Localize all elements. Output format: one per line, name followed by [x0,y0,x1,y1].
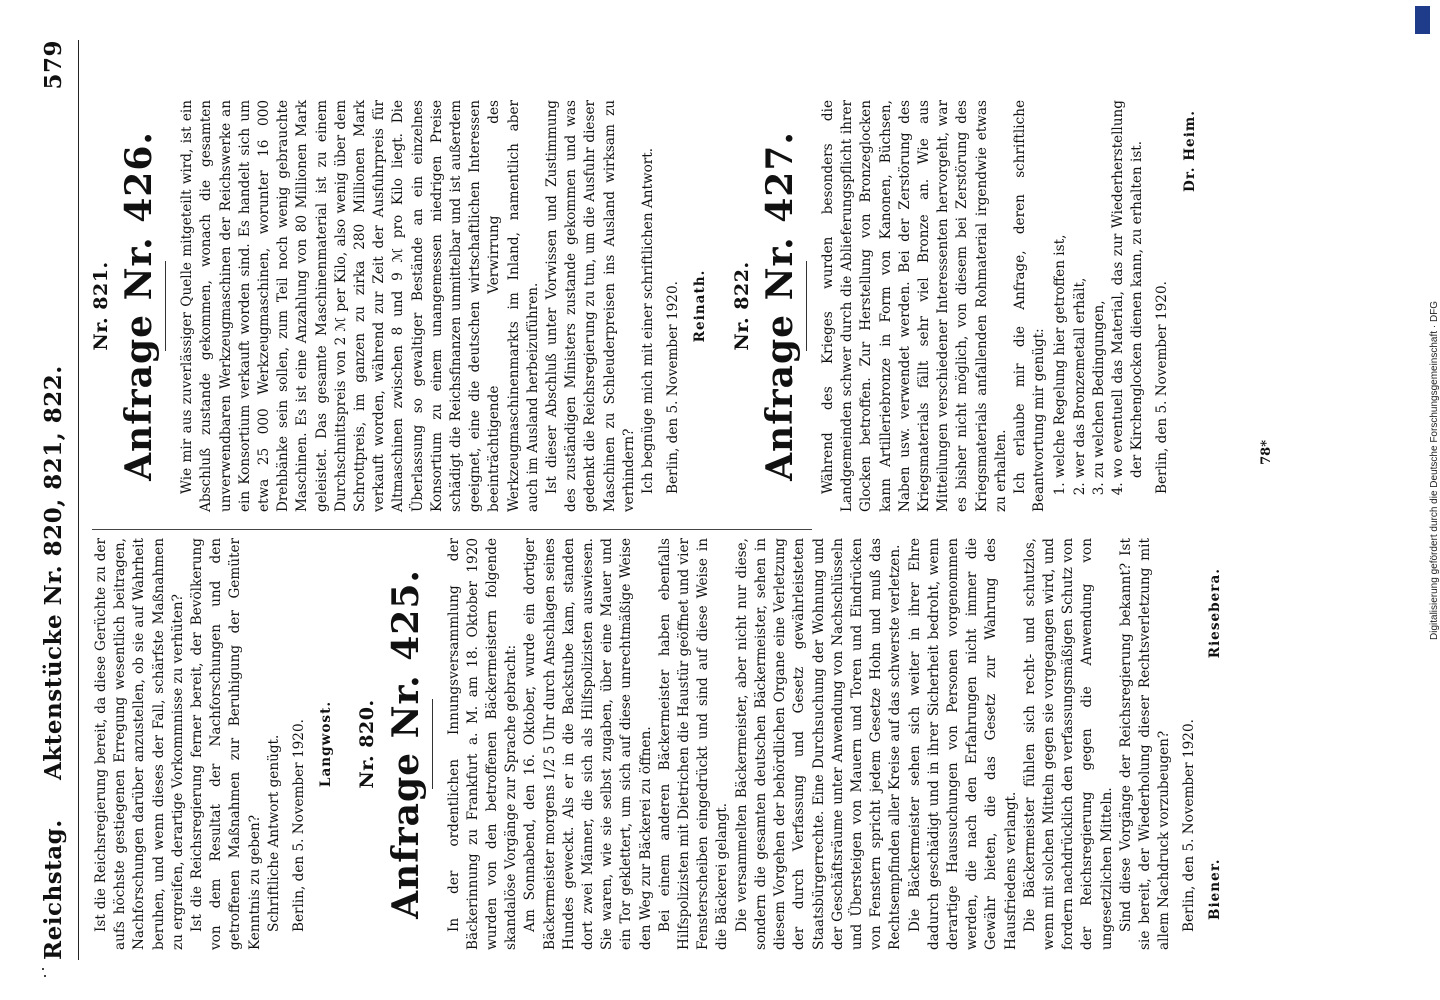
header-title: Aktenstücke Nr. 820, 821, 822. [40,365,67,780]
paragraph: Am Sonnabend, den 16. Oktober, wurde ein dortiger Bäckermeister morgens 1/2 5 Uhr durch Anschlagen seines Hundes geweckt. Als er in die Backstube kam, standen dort zwei Männer, die sich als Hilfspolizisten auswiesen. Sie waren, wie sie selbst zugaben, über eine Mauer und ein Tor geklettert, um sich auf diese unrechtmäßige Weise den Weg zur Bäckerei zu öffnen. [522,538,654,950]
paragraph: Ist dieser Abschluß unter Vorwissen und Zustimmung des zuständigen Ministers zustande gekommen und was gedenkt die Reichsregierung zu tun, um die Ausfuhr dieser Maschinen zu Schleuderpreisen ins Ausland wirksam zu verhindern? [544,100,637,512]
signature: Reinath. [692,269,709,343]
running-header [40,40,80,960]
dfg-note: Digitalisierung gefördert durch die Deutsche Forschungsgemeinschaft · DFG [1429,300,1440,640]
inquiry-title: Anfrage Nr. 426. [118,131,161,481]
paragraph: Schriftliche Antwort genügt. [265,734,282,932]
list-item: 4. wo eventuell das Material, das zur Wiederherstellung der Kirchenglocken dienen kann, zu erhalten ist. [1109,100,1147,478]
paragraph: Sind diese Vorgänge der Reichsregierung bekannt? Ist sie bereit, der Wiederholung dieser Rechtsverletzung mit allem Nachdruck vorzubeugen? [1117,538,1173,950]
list-item: 2. wer das Bronzemetall erhält, [1071,100,1090,478]
paragraph: Ich erlaube mir die Anfrage, deren schriftliche Beantwortung mir genügt: [1011,100,1048,512]
header-left: Reichstag. [40,819,67,960]
paragraph: Ist die Reichsregierung ferner bereit, der Bevölkerung von dem Resultat der Nachforschungen und den getroffenen Maßnahmen zur Beruhigung der Gemüter Kenntnis zu geben? [189,538,263,950]
paragraph: Die Bäckermeister sehen sich weiter in ihrer Ehre dadurch geschädigt und in ihrer Sicherheit bedroht, wenn derartige Haussuchungen von Personen vorgenommen werden, die nach den Erfahrungen nicht immer die Gewähr bieten, die das Gesetz zur Wahrung des Hausfriedens verlangt. [906,538,1019,950]
document-number: Nr. 822. [730,261,753,351]
list-item: 1. welche Regelung hier getroffen ist, [1051,100,1070,478]
right-column [92,100,1204,512]
left-column [92,538,1225,950]
dfg-sidebar [1412,0,1440,1000]
column-separator [92,529,812,530]
question-list [1051,100,1147,512]
paragraph: Die Bäckermeister fühlen sich recht- und schutzlos, wenn mit solchen Mitteln gegen sie vorgegangen wird, und fordern nachdrücklich den verfassungsmäßigen Schutz von der Reichsregierung gegen die Anwendung von ungesetzlichen Mitteln. [1021,538,1115,950]
inquiry-title: Anfrage Nr. 427. [758,131,801,481]
inquiry-title: Anfrage Nr. 425. [384,569,427,919]
signature: Riesebera. [1206,568,1223,659]
dfg-logo-icon [1415,6,1430,34]
paragraph: Ist die Reichsregierung bereit, da diese Gerüchte zu der aufs höchste gestiegenen Erregung wesentlich beitragen, Nachforschungen darüber anzustellen, ob sie auf Wahrheit beruhen, und wenn dieses der Fall, schärfste Maßnahmen zu ergreifen, derartige Vorkommnisse zu verhüten? [93,538,186,950]
header-rule [78,40,79,960]
scan-dot [44,975,46,977]
list-item: 3. zu welchen Bedingungen, [1090,100,1109,478]
signature: Dr. Heim. [1181,110,1198,192]
date-line: Berlin, den 5. November 1920. [665,281,682,494]
document-number: Nr. 820. [356,699,379,789]
paragraph: Während des Krieges wurden besonders die Landgemeinden schwer durch die Ablieferungspflicht ihrer Glocken betroffen. Zur Herstellung von Bronzeglocken kann Artilleriebronze in Form von Kanonen, Büchsen, Naben usw. verwendet werden. Bei der Zerstörung des Kriegsmaterials fällt sehr viel Bronze an. Wie aus Mitteilungen verschiedener Interessenten hervorgeht, war es bisher nicht möglich, von diesem bei Zerstörung des Kriegsmaterials anfallenden Rohmaterial irgendwie etwas zu erhalten. [819,100,1009,512]
short-rule [432,699,433,789]
paragraph: Bei einem anderen Bäckermeister haben ebenfalls Hilfspolizisten mit Dietrichen die Haustür geöffnet und vier Fensterscheiben eingedrückt und sind auf diese Weise in die Bäckerei gelangt. [656,538,731,950]
paragraph: Ich begnüge mich mit einer schriftlichen Antwort. [640,147,657,494]
short-rule [165,261,166,351]
signature: Biener. [1206,858,1223,920]
date-line: Berlin, den 5. November 1920. [1181,719,1198,932]
paragraph: In der ordentlichen Innungsversammlung der Bäckerinnung zu Frankfurt a. M. am 18. Oktober 1920 wurden von den betroffenen Bäckermeistern folgende skandalöse Vorgänge zur Sprache gebracht: [445,538,520,950]
document-number: Nr. 821. [90,261,112,351]
date-line: Berlin, den 5. November 1920. [291,719,308,932]
signature: Langwost. [318,700,335,788]
page-number: 579 [40,40,67,90]
sheet-mark: 78* [1259,440,1274,465]
date-line: Berlin, den 5. November 1920. [1154,281,1171,494]
short-rule [806,261,807,351]
paragraph: Wie mir aus zuverlässiger Quelle mitgeteilt wird, ist ein Abschluß zustande gekommen, wonach die gesamten unverwendbaren Werkzeugmaschinen der Reichswerke an ein Konsortium verkauft worden sind. Es handelt sich um etwa 25 000 Werkzeugmaschinen, worunter 16 000 Drehbänke sein sollen, zum Teil noch wenig gebrauchte Maschinen. Es ist eine Anzahlung von 80 Millionen Mark geleistet. Das gesamte Maschinenmaterial ist zu einem Durchschnittspreis von 2 ℳ per Kilo, also wenig über dem Schrottpreis, im ganzen zu zirka 280 Millionen Mark verkauft worden, während zur Zeit der Ausfuhrpreis für Altmaschinen zwischen 8 und 9 ℳ pro Kilo liegt. Die Überlassung so gewaltiger Bestände an ein einzelnes Konsortium zu einem unangemessen niedrigen Preise schädigt die Reichsfinanzen unmittelbar und ist außerdem geeignet, eine die deutschen wirtschaftlichen Interessen beeinträchtigende Verwirrung des Werkzeugmaschinenmarkts im Inland, namentlich aber auch im Ausland herbeizuführen. [179,100,541,512]
paragraph: Die versammelten Bäckermeister, aber nicht nur diese, sondern die gesamten deutschen Bäckermeister, sehen in diesem Vorgehen der behördlichen Organe eine Verletzung der durch Verfassung und Gesetz gewährleisteten Staatsbürgerrechte. Eine Durchsuchung der Wohnung und der Geschäftsräume unter Anwendung von Nachschlüsseln und Übersteigen von Mauern und Toren und Eindrücken von Fenstern spricht jedem Gesetze Hohn und muß das Rechtsempfinden aller Kreise auf das schwerste verletzen. [733,538,904,950]
signature-pair [1206,538,1225,950]
scan-dot [42,968,44,970]
